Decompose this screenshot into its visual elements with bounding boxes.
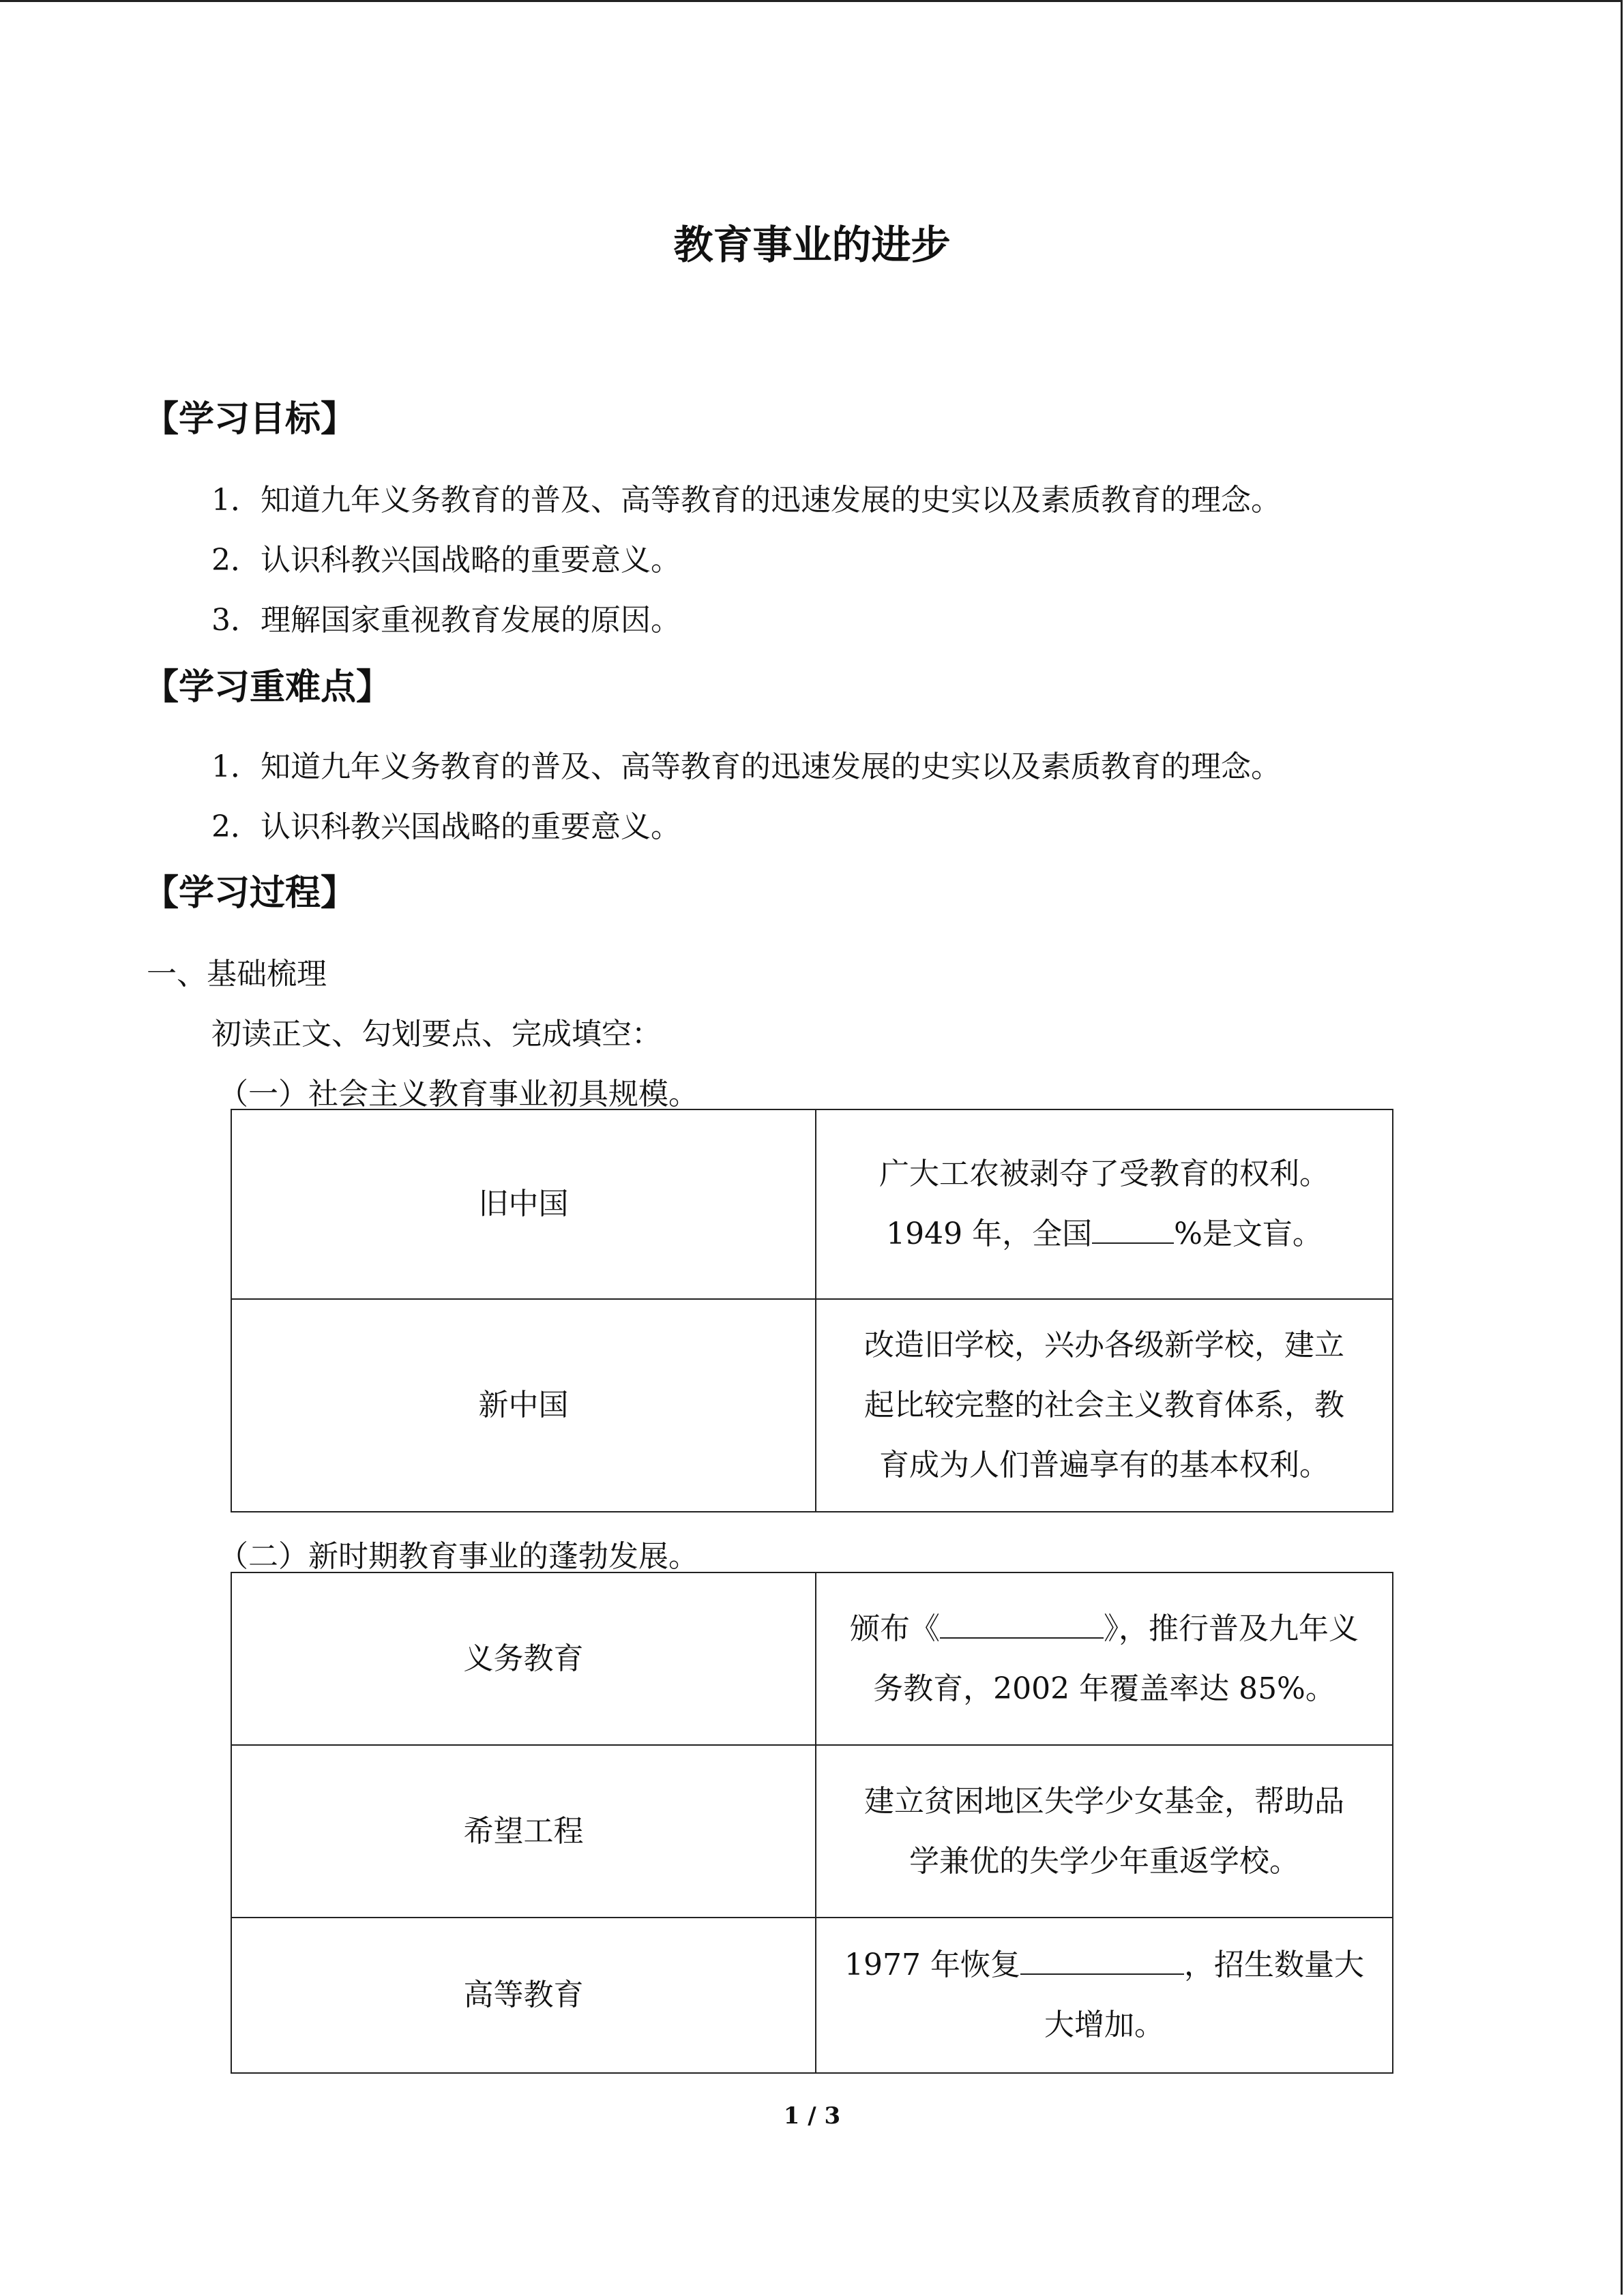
cell-content-new-china (816, 1299, 1393, 1512)
key-point-item-1: 1．知道九年义务教育的普及、高等教育的迅速发展的史实以及素质教育的理念。 (211, 749, 1281, 784)
new-china-line-1: 改造旧学校，兴办各级新学校，建立 (864, 1328, 1344, 1362)
hope-project-line-1: 建立贫困地区失学少女基金，帮助品 (864, 1783, 1344, 1819)
heading-key-points: 【学习重难点】 (143, 667, 392, 708)
cell-label-old-china: 旧中国 (231, 1109, 816, 1299)
cell-content-old-china (816, 1109, 1393, 1299)
goal-item-3: 3．理解国家重视教育发展的原因。 (211, 603, 681, 638)
fill-blank-law-name[interactable] (940, 1610, 1104, 1639)
goal-item-1: 1．知道九年义务教育的普及、高等教育的迅速发展的史实以及素质教育的理念。 (211, 483, 1281, 518)
goal-item-2: 2．认识科教兴国战略的重要意义。 (211, 543, 681, 578)
cell-content-compulsory-education (816, 1572, 1393, 1745)
higher-ed-line-1-pre: 1977 年恢复 (844, 1948, 1020, 1982)
old-china-line-1: 广大工农被剥夺了受教育的权利。 (879, 1157, 1329, 1191)
fill-blank-exam-name[interactable] (1020, 1946, 1184, 1975)
higher-ed-line-1 (837, 1935, 1372, 1995)
table-row-higher-education (231, 1918, 1393, 2073)
higher-ed-line-2: 大增加。 (1044, 2008, 1164, 2042)
table-row-new-china (231, 1299, 1393, 1512)
cell-label-hope-project: 希望工程 (231, 1745, 816, 1918)
subsection-one-title: （一）社会主义教育事业初具规模。 (218, 1077, 698, 1112)
heading-learning-goals: 【学习目标】 (143, 399, 357, 440)
document-title: 教育事业的进步 (673, 222, 951, 268)
compulsory-line-1 (837, 1599, 1372, 1659)
old-china-line-2-pre: 1949 年，全国 (886, 1217, 1093, 1251)
compulsory-line-1-pre: 颁布《 (850, 1611, 940, 1646)
old-china-line-2-post: %是文盲。 (1174, 1217, 1323, 1251)
higher-ed-line-1-post: ，招生数量大 (1183, 1948, 1364, 1982)
cell-content-hope-project (816, 1745, 1393, 1918)
new-china-line-2: 起比较完整的社会主义教育体系，教 (864, 1388, 1344, 1422)
cell-content-higher-education (816, 1918, 1393, 2073)
table-education-scale (231, 1109, 1393, 1512)
new-china-line-3: 育成为人们普遍享有的基本权利。 (879, 1448, 1329, 1482)
part-one-title: 一、基础梳理 (147, 957, 327, 992)
cell-label-compulsory-education: 义务教育 (231, 1572, 816, 1745)
compulsory-line-2: 务教育，2002 年覆盖率达 85%。 (873, 1671, 1335, 1706)
heading-learning-process: 【学习过程】 (143, 873, 357, 914)
compulsory-line-1-post: 》，推行普及九年义 (1104, 1611, 1359, 1646)
cell-label-new-china: 新中国 (231, 1299, 816, 1512)
fill-blank-illiteracy-rate[interactable] (1092, 1215, 1174, 1244)
cell-label-higher-education: 高等教育 (231, 1918, 816, 2073)
key-point-item-2: 2．认识科教兴国战略的重要意义。 (211, 809, 681, 844)
page-number: 1 / 3 (783, 2102, 841, 2130)
table-row-hope-project (231, 1745, 1393, 1918)
instruction-text: 初读正文、勾划要点、完成填空： (211, 1017, 662, 1052)
table-row-compulsory-education (231, 1572, 1393, 1745)
old-china-line-2 (837, 1204, 1372, 1264)
table-row-old-china (231, 1109, 1393, 1299)
table-education-development (231, 1572, 1393, 2074)
hope-project-line-2: 学兼优的失学少年重返学校。 (909, 1843, 1299, 1879)
subsection-two-title: （二）新时期教育事业的蓬勃发展。 (218, 1539, 698, 1574)
